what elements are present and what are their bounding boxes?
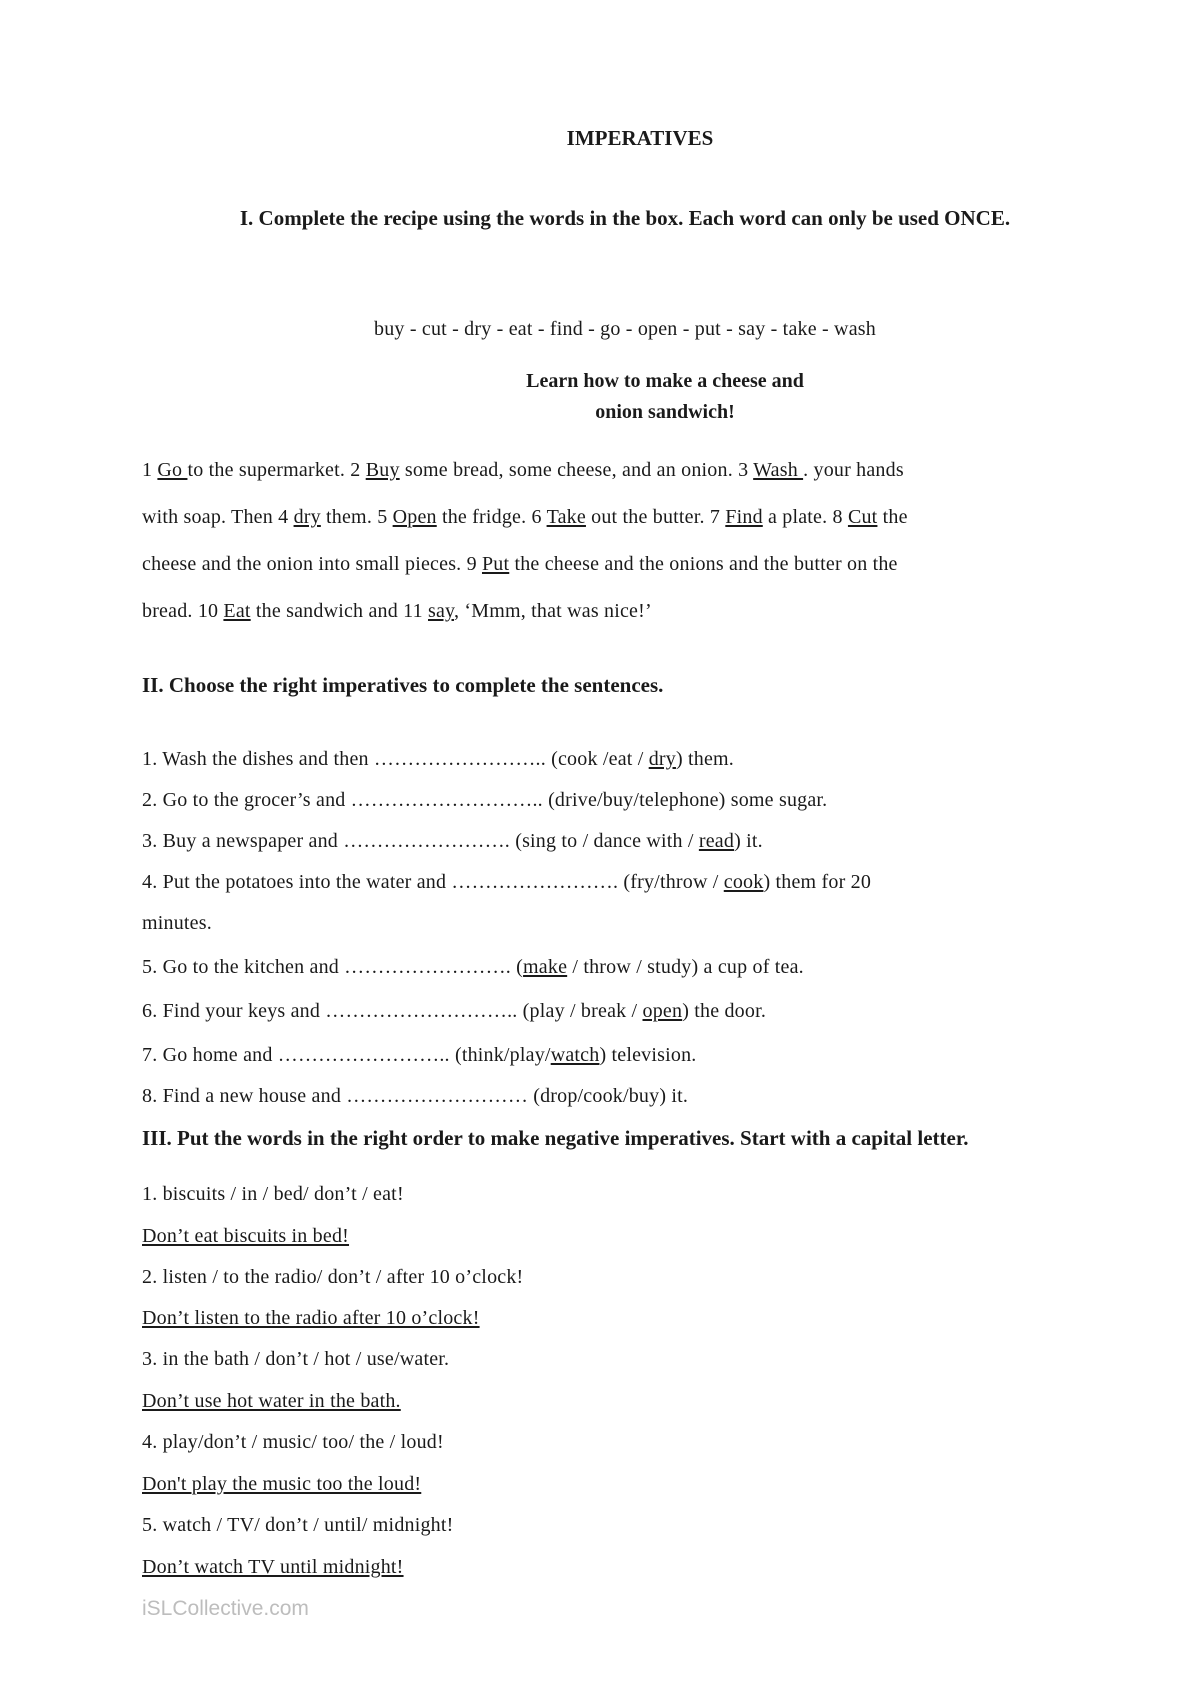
- underlined-answer: say: [428, 600, 454, 622]
- reorder-item-line: [142, 1431, 444, 1454]
- underlined-answer: Don’t eat biscuits in bed!: [142, 1225, 350, 1247]
- underlined-answer: read: [698, 830, 735, 852]
- text-segment: ) them.: [675, 748, 735, 770]
- text-segment: 3. in the bath / don’t / hot / use/water.: [142, 1348, 450, 1370]
- text-segment: ) television.: [599, 1044, 697, 1066]
- choice-sentence-line: [142, 871, 871, 894]
- text-segment: them. 5: [320, 506, 393, 528]
- underlined-answer: Eat: [223, 600, 251, 622]
- text-segment: 5. Go to the kitchen and ……………………. (: [142, 956, 524, 978]
- underlined-answer: Find: [725, 506, 763, 528]
- text-segment: the fridge. 6: [436, 506, 547, 528]
- text-segment: with soap. Then 4: [142, 506, 294, 528]
- section-3-heading: III. Put the words in the right order to make negative imperatives. Start with a capital letter.: [142, 1126, 969, 1150]
- text-segment: the: [877, 506, 908, 528]
- text-segment: 8. Find a new house and ……………………… (drop/cook/buy) it.: [142, 1085, 689, 1107]
- underlined-answer: Buy: [365, 459, 400, 481]
- text-segment: , ‘Mmm, that was nice!’: [453, 600, 652, 622]
- underlined-answer: Cut: [847, 506, 878, 528]
- recipe-title-line-2: onion sandwich!: [595, 401, 735, 423]
- text-segment: 1: [142, 459, 158, 481]
- text-segment: minutes.: [142, 912, 212, 934]
- text-segment: cheese and the onion into small pieces. 9: [142, 553, 482, 575]
- choice-sentence-line: [142, 956, 804, 979]
- underlined-answer: Don’t use hot water in the bath.: [142, 1390, 401, 1412]
- text-segment: 7. Go home and …………………….. (think/play/: [142, 1044, 551, 1066]
- underlined-answer: Go: [157, 459, 188, 481]
- text-segment: out the butter. 7: [585, 506, 726, 528]
- text-segment: bread. 10: [142, 600, 224, 622]
- underlined-answer: Put: [481, 553, 510, 575]
- underlined-answer: Don’t listen to the radio after 10 o’clock!: [142, 1307, 480, 1329]
- page-title: IMPERATIVES: [566, 126, 714, 150]
- text-segment: 4. Put the potatoes into the water and ……………………. (fry/throw /: [142, 871, 724, 893]
- reorder-item-line: [142, 1556, 404, 1579]
- choice-sentence-line: [142, 1085, 688, 1108]
- underlined-answer: Take: [546, 506, 586, 528]
- section-1-heading: I. Complete the recipe using the words in the box. Each word can only be used ONCE.: [239, 206, 1011, 230]
- text-segment: ) it.: [734, 830, 763, 852]
- reorder-item-line: [142, 1307, 480, 1330]
- text-segment: 1. Wash the dishes and then …………………….. (cook /eat /: [142, 748, 649, 770]
- recipe-line: [142, 553, 898, 576]
- reorder-item-line: [142, 1514, 454, 1537]
- choice-sentence-line: [142, 1000, 766, 1023]
- text-segment: / throw / study) a cup of tea.: [567, 956, 804, 978]
- choice-sentence-line: [142, 1044, 696, 1067]
- underlined-answer: Open: [392, 506, 437, 528]
- text-segment: 2. listen / to the radio/ don’t / after 10 o’clock!: [142, 1266, 524, 1288]
- choice-sentence-line: [142, 912, 212, 935]
- text-segment: 2. Go to the grocer’s and ……………………….. (drive/buy/telephone) some sugar.: [142, 789, 828, 811]
- reorder-item-line: [142, 1348, 449, 1371]
- choice-sentence-line: [142, 830, 763, 853]
- choice-sentence-line: [142, 748, 734, 771]
- underlined-answer: open: [642, 1000, 683, 1022]
- text-segment: some bread, some cheese, and an onion. 3: [399, 459, 754, 481]
- text-segment: 5. watch / TV/ don’t / until/ midnight!: [142, 1514, 454, 1536]
- underlined-answer: watch: [550, 1044, 600, 1066]
- underlined-answer: Don’t watch TV until midnight!: [142, 1556, 404, 1578]
- underlined-answer: dry: [648, 748, 676, 770]
- word-box: buy - cut - dry - eat - find - go - open - put - say - take - wash: [374, 318, 876, 340]
- section-2-heading: II. Choose the right imperatives to complete the sentences.: [142, 673, 664, 697]
- text-segment: a plate. 8: [762, 506, 848, 528]
- text-segment: 3. Buy a newspaper and ……………………. (sing to / dance with /: [142, 830, 699, 852]
- underlined-answer: make: [523, 956, 568, 978]
- text-segment: 6. Find your keys and ……………………….. (play / break /: [142, 1000, 643, 1022]
- text-segment: ) the door.: [682, 1000, 767, 1022]
- text-segment: . your hands: [803, 459, 904, 481]
- text-segment: to the supermarket. 2: [187, 459, 366, 481]
- reorder-item-line: [142, 1266, 523, 1289]
- recipe-line: [142, 459, 904, 482]
- reorder-item-line: [142, 1390, 401, 1413]
- underlined-answer: Don't play the music too the loud!: [142, 1473, 422, 1495]
- footer-watermark: iSLCollective.com: [142, 1597, 309, 1620]
- text-segment: 4. play/don’t / music/ too/ the / loud!: [142, 1431, 444, 1453]
- recipe-title-line-1: Learn how to make a cheese and: [526, 370, 804, 392]
- underlined-answer: Wash: [753, 459, 804, 481]
- underlined-answer: cook: [723, 871, 764, 893]
- reorder-item-line: [142, 1473, 421, 1496]
- text-segment: ) them for 20: [763, 871, 872, 893]
- underlined-answer: dry: [293, 506, 321, 528]
- reorder-item-line: [142, 1225, 349, 1248]
- reorder-item-line: [142, 1183, 404, 1206]
- text-segment: the cheese and the onions and the butter on the: [509, 553, 898, 575]
- text-segment: 1. biscuits / in / bed/ don’t / eat!: [142, 1183, 404, 1205]
- recipe-line: [142, 506, 908, 529]
- text-segment: the sandwich and 11: [250, 600, 428, 622]
- choice-sentence-line: [142, 789, 827, 812]
- recipe-line: [142, 600, 652, 623]
